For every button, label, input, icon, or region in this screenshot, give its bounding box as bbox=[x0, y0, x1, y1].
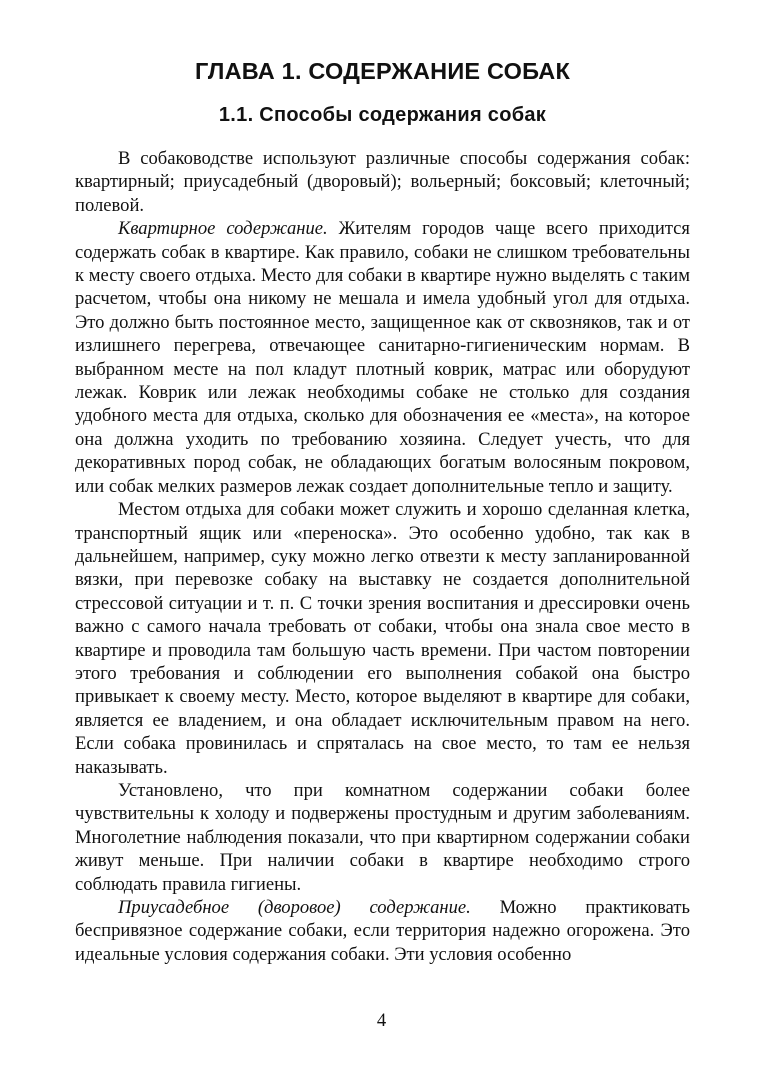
paragraph-indoor-health bbox=[75, 779, 690, 896]
paragraph-text: Установлено, что при комнатном содержании собаки более чувствительны к холоду и подвержены простудным и другим заболеваниям. Многолетние наблюдения показали, что при квартирном содержании собаки живут меньше. При наличии собаки в квартире необходимо строго соблюдать правила гигиены. bbox=[75, 779, 690, 895]
paragraph-text: Можно практиковать беспривязное содержание собаки, если территория надежно огорожена. Это идеальные условия содержания собаки. Эти условия особенно bbox=[75, 897, 690, 965]
paragraph-intro bbox=[75, 147, 690, 217]
paragraph-text: В собаководстве используют различные способы содержания собак: квартирный; приусадебный (дворовый); вольерный; боксовый; клеточный; полевой. bbox=[75, 148, 690, 216]
body-text bbox=[75, 147, 690, 966]
paragraph-text: Жителям городов чаще всего приходится содержать собак в квартире. Как правило, собаки не слишком требовательны к месту своего отдыха. Место для собаки в квартире нужно выделять с таким расчетом, чтобы она никому не мешала и имела удобный угол для отдыха. Это должно быть постоянное место, защищенное как от сквозняков, так и от излишнего перегрева, отвечающее санитарно-гигиеническим нормам. В выбранном месте на пол кладут плотный коврик, матрас или оборудуют лежак. Коврик или лежак необходимы собаке не столько для создания удобного места для отдыха, сколько для обозначения ее «места», на которое она должна уходить по требованию хозяина. Следует учесть, что для декоративных пород собак, не обладающих богатым волосяным покровом, или собак мелких размеров лежак создает дополнительные тепло и защиту. bbox=[75, 218, 690, 497]
page-number: 4 bbox=[376, 1010, 387, 1031]
paragraph-lead: Приусадебное (дворовое) содержание. bbox=[118, 897, 471, 918]
document-page bbox=[75, 56, 690, 966]
paragraph-yard-keeping bbox=[75, 896, 690, 966]
chapter-title: ГЛАВА 1. СОДЕРЖАНИЕ СОБАК bbox=[194, 58, 570, 84]
paragraph-apartment-keeping bbox=[75, 217, 690, 498]
section-title: 1.1. Способы содержания собак bbox=[218, 104, 547, 126]
paragraph-text: Местом отдыха для собаки может служить и хорошо сделанная клетка, транспортный ящик или «переноска». Это особенно удобно, так как в дальнейшем, например, суку можно легко отвезти к месту запланированной вязки, при перевозке собаку на выставку не создается дополнительной стрессовой ситуации и т. п. С точки зрения воспитания и дрессировки очень важно с самого начала требовать от собаки, чтобы она знала свое место в квартире и проводила там большую часть времени. При частом повторении этого требования и соблюдении его выполнения собакой она быстро привыкает к своему месту. Место, которое выделяют в квартире для собаки, является ее владением, и она обладает исключительным правом на него. Если собака провинилась и спряталась на свое место, то там ее нельзя наказывать. bbox=[75, 499, 690, 778]
paragraph-resting-place bbox=[75, 498, 690, 779]
paragraph-lead: Квартирное содержание. bbox=[118, 218, 328, 240]
